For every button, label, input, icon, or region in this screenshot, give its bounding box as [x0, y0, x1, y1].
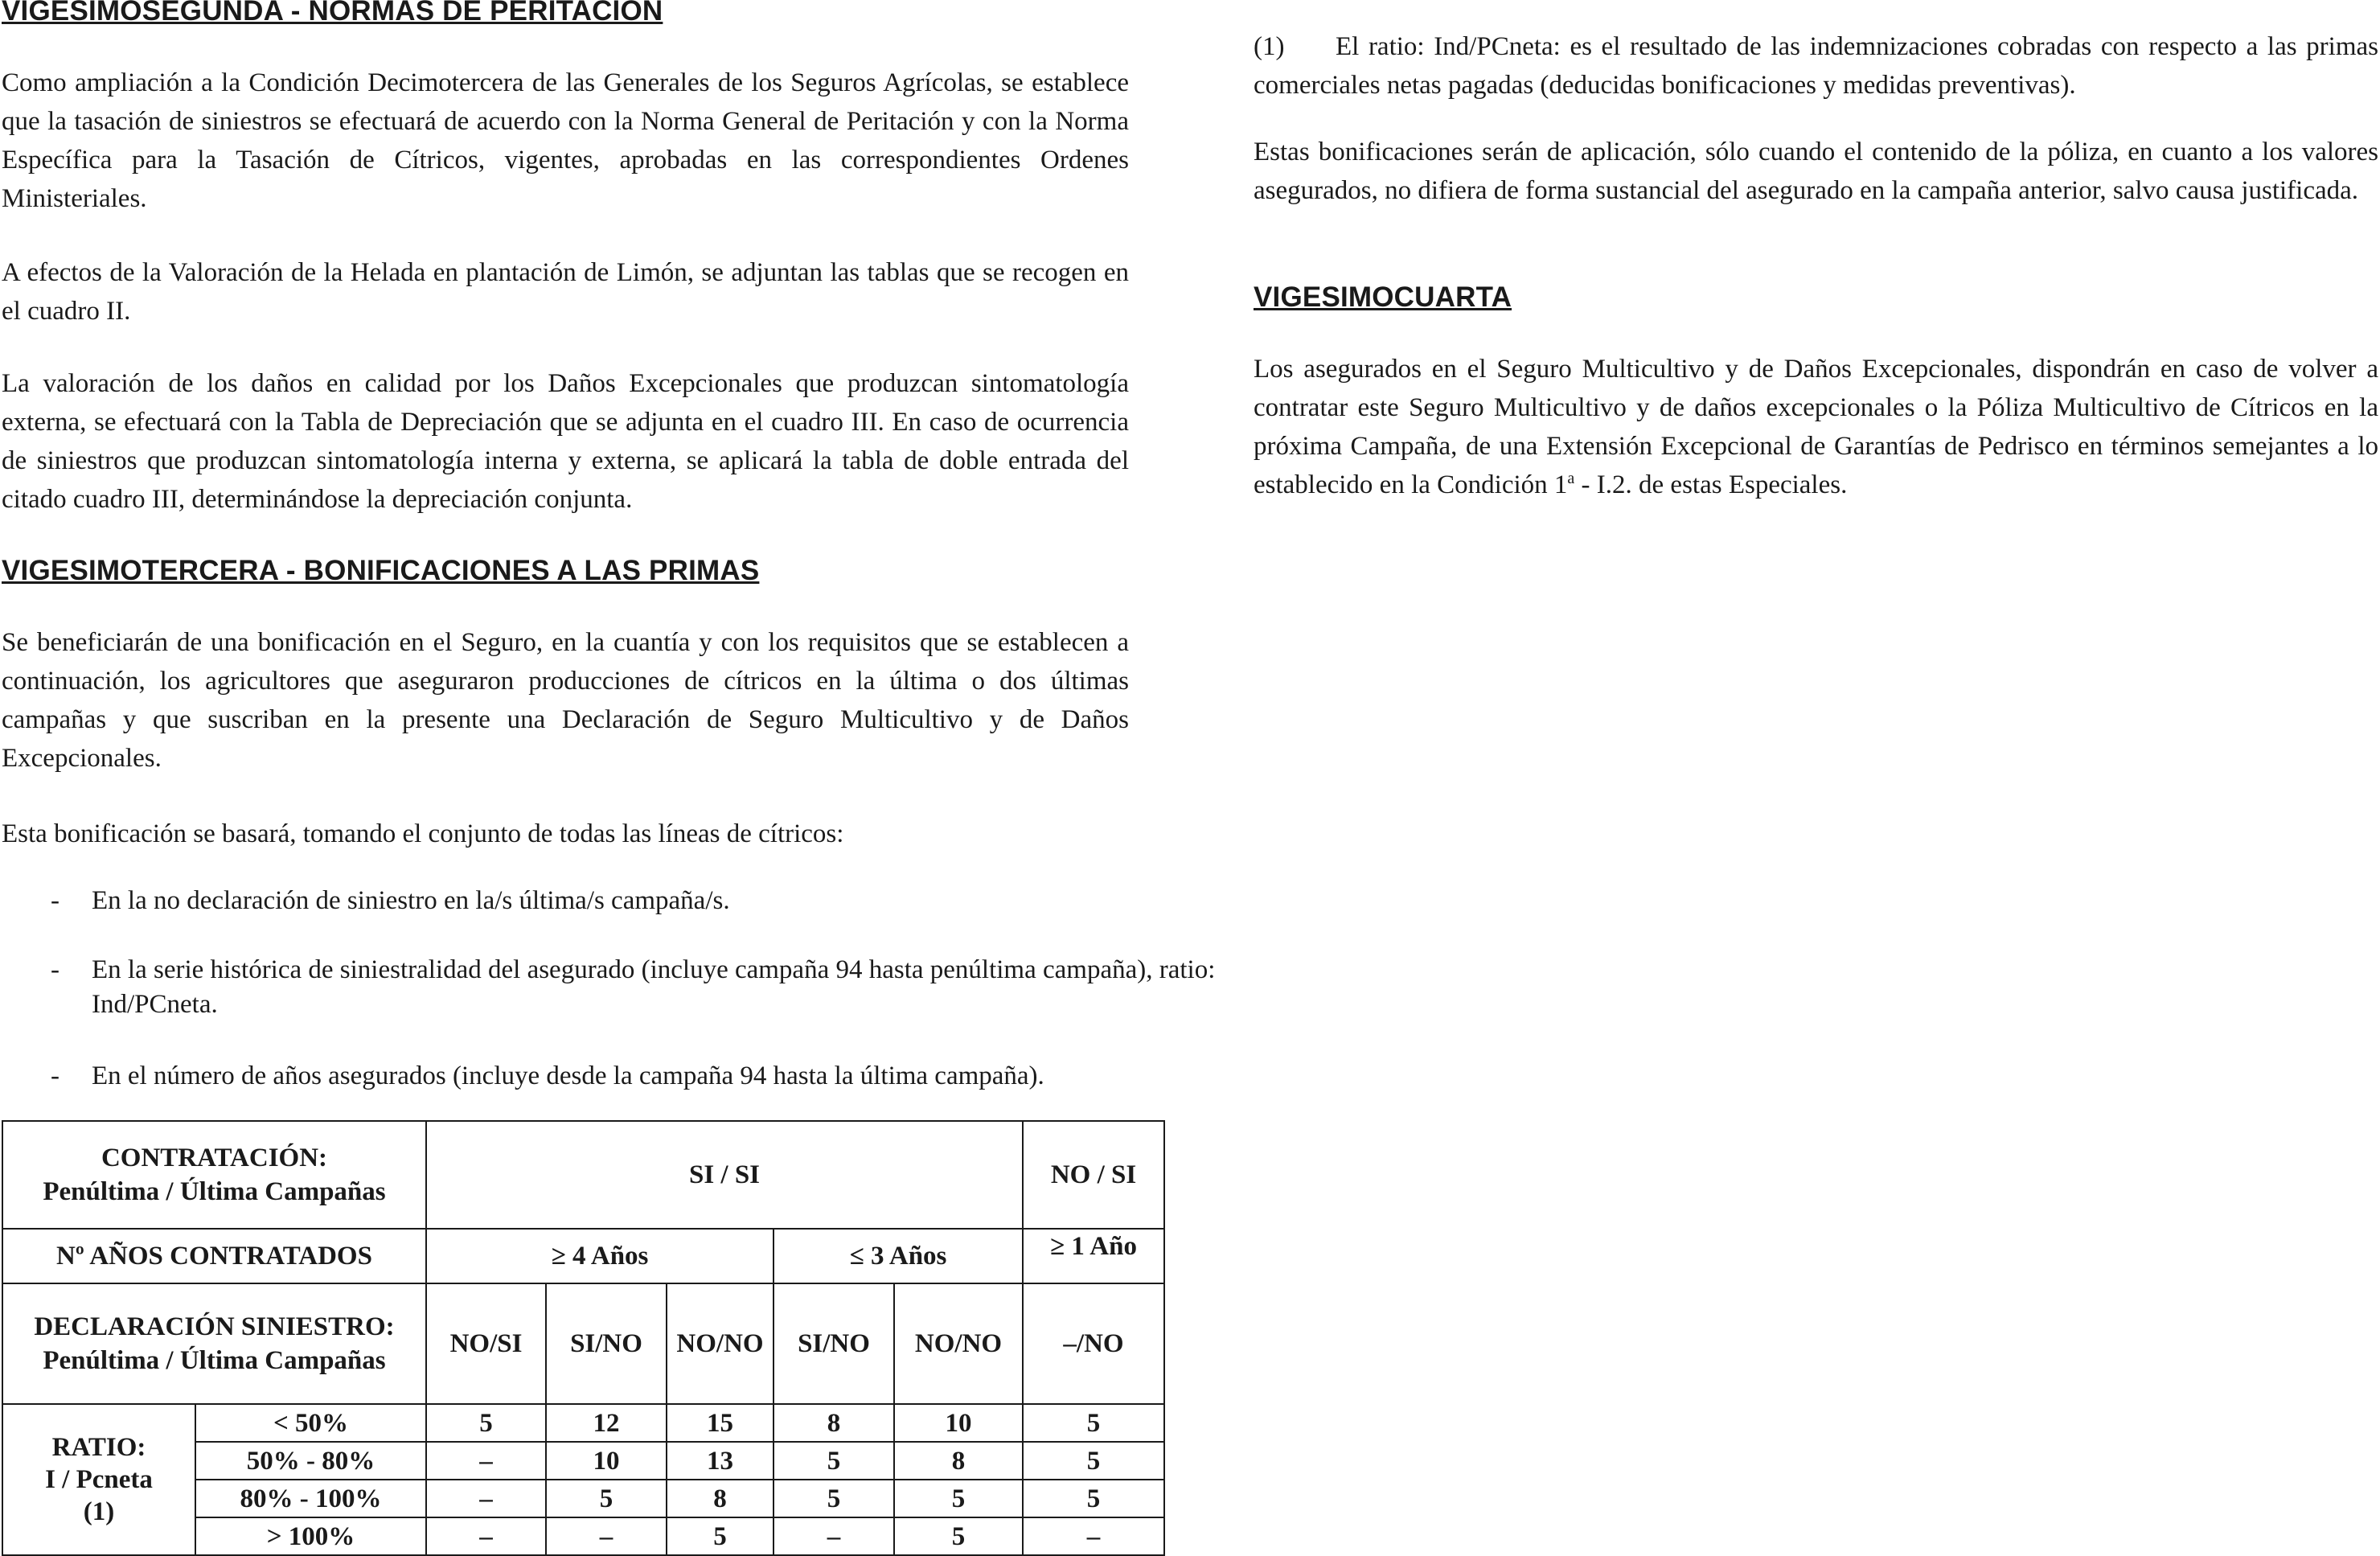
list-item: [2, 953, 1219, 1022]
ratio-label-note: (1): [83, 1497, 115, 1526]
table-cell: 5: [774, 1480, 894, 1517]
table-cell: –/NO: [1023, 1283, 1164, 1404]
table-cell: 5: [667, 1517, 774, 1555]
table-cell: 8: [894, 1442, 1023, 1480]
paragraph-valoracion-danos: La valoración de los daños en calidad por los Daños Excepcionales que produzcan sintomatología externa, se efectuará con la Tabla de Depreciación que se adjunta en el cuadro III. En caso de ocurrencia de siniestros que produzcan sintomatología interna y externa, se aplicará la tabla de doble entrada del citado cuadro III, determinándose la depreciación conjunta.: [2, 369, 1129, 514]
table-cell: 13: [667, 1442, 774, 1480]
table-cell: 12: [546, 1404, 667, 1442]
list-item: [2, 1059, 1219, 1094]
paragraph-text-end: - I.2. de estas Especiales.: [1574, 470, 1848, 499]
bullet-dash: -: [51, 886, 60, 915]
table-cell: –: [546, 1517, 667, 1555]
table-row: [2, 1229, 1164, 1283]
ratio-range-cell: < 50%: [195, 1404, 426, 1442]
table-cell: 5: [894, 1517, 1023, 1555]
bullet-dash: -: [51, 1061, 60, 1090]
table-cell: NO/NO: [894, 1283, 1023, 1404]
table-cell: –: [774, 1517, 894, 1555]
paragraph-text: Los asegurados en el Seguro Multicultivo y de Daños Excepcionales, dispondrán en caso de volver a contratar este Seguro Multicultivo y de daños excepcionales o la Póliza Multicultivo de Cítricos en la próxima Campaña, de una Extensión Excepcional de Garantías de Pedrisco en términos semejantes a lo establecido en la Condición 1: [1254, 355, 2378, 499]
table-cell: 5: [1023, 1480, 1164, 1517]
ratio-range-cell: > 100%: [195, 1517, 426, 1555]
paragraph-bonificacion-base: Esta bonificación se basará, tomando el conjunto de todas las líneas de cítricos:: [2, 819, 844, 848]
paragraph-peritacion: Como ampliación a la Condición Decimotercera de las Generales de los Seguros Agrícolas, se establece que la tasación de siniestros se efectuará de acuerdo con la Norma General de Peritación y con la Norma Específica para la Tasación de Cítricos, vigentes, aprobadas en las correspondientes Ordenes Ministeriales.: [2, 68, 1129, 213]
list-item-text: En el número de años asegurados (incluye desde la campaña 94 hasta la última campaña).: [92, 1061, 1044, 1090]
list-item-text: En la serie histórica de siniestralidad del asegurado (incluye campaña 94 hasta penúltima campaña), ratio: Ind/PCneta.: [92, 955, 1216, 1019]
ge1-cell: ≥ 1 Año: [1023, 1229, 1164, 1283]
ge4-cell: ≥ 4 Años: [426, 1229, 774, 1283]
si-si-cell: SI / SI: [426, 1121, 1023, 1229]
table-row: [2, 1404, 1164, 1442]
paragraph-extension-garantias: [1254, 350, 2378, 504]
table-cell: 10: [894, 1404, 1023, 1442]
ratio-range-cell: 50% - 80%: [195, 1442, 426, 1480]
le3-cell: ≤ 3 Años: [774, 1229, 1023, 1283]
table-cell: 8: [774, 1404, 894, 1442]
list-item: [2, 884, 1219, 918]
bullet-dash: -: [51, 955, 60, 984]
no-si-cell: NO / SI: [1023, 1121, 1164, 1229]
ratio-label: RATIO:: [51, 1433, 146, 1462]
table-cell: –: [426, 1517, 546, 1555]
declaracion-header-cell: [2, 1283, 426, 1404]
ratio-range-cell: 80% - 100%: [195, 1480, 426, 1517]
declaracion-sub: Penúltima / Última Campañas: [43, 1346, 386, 1375]
table-row: [2, 1121, 1164, 1229]
paragraph-bonificacion-aplicacion: Estas bonificaciones serán de aplicación, sólo cuando el contenido de la póliza, en cuanto a los valores asegurados, no difiera de forma sustancial del asegurado en la campaña anterior, salvo causa justificada.: [1254, 138, 2378, 205]
table-cell: NO/NO: [667, 1283, 774, 1404]
table-cell: 15: [667, 1404, 774, 1442]
table-cell: 5: [546, 1480, 667, 1517]
table-cell: –: [1023, 1517, 1164, 1555]
section-heading-vigesimocuarta: VIGESIMOCUARTA: [1254, 281, 1512, 313]
table-cell: –: [426, 1442, 546, 1480]
paragraph-bonificacion-intro: Se beneficiarán de una bonificación en el Seguro, en la cuantía y con los requisitos que se establecen a continuación, los agricultores que aseguraron producciones de cítricos en la última o dos últimas campañas y que suscriban en la presente una Declaración de Seguro Multicultivo y de Daños Excepcionales.: [2, 628, 1129, 773]
table-row: [2, 1283, 1164, 1404]
declaracion-label: DECLARACIÓN SINIESTRO:: [34, 1312, 395, 1341]
table-cell: SI/NO: [546, 1283, 667, 1404]
section-heading-vigesimosegunda: VIGESIMOSEGUNDA - NORMAS DE PERITACION: [2, 0, 663, 27]
table-cell: 5: [1023, 1442, 1164, 1480]
table-cell: NO/SI: [426, 1283, 546, 1404]
footnote-ratio: [1254, 27, 2378, 105]
contratacion-header-cell: [2, 1121, 426, 1229]
contratacion-label: CONTRATACIÓN:: [101, 1143, 328, 1172]
table-cell: SI/NO: [774, 1283, 894, 1404]
contratacion-sub: Penúltima / Última Campañas: [43, 1177, 386, 1206]
anos-header-cell: Nº AÑOS CONTRATADOS: [2, 1229, 426, 1283]
list-item-text: En la no declaración de siniestro en la/s última/s campaña/s.: [92, 886, 730, 915]
table-cell: 5: [774, 1442, 894, 1480]
table-cell: –: [426, 1480, 546, 1517]
table-cell: 8: [667, 1480, 774, 1517]
table-cell: 5: [426, 1404, 546, 1442]
footnote-text: El ratio: Ind/PCneta: es el resultado de las indemnizaciones cobradas con respecto a las primas comerciales netas pagadas (deducidas bonificaciones y medidas preventivas).: [1254, 32, 2378, 100]
footnote-number: (1): [1254, 32, 1285, 61]
ratio-header-cell: [2, 1404, 195, 1555]
table-cell: 10: [546, 1442, 667, 1480]
ratio-label-formula: I / Pcneta: [45, 1465, 153, 1494]
table-cell: 5: [1023, 1404, 1164, 1442]
superscript-a: a: [1567, 470, 1575, 487]
table-cell: 5: [894, 1480, 1023, 1517]
section-heading-vigesimotercera: VIGESIMOTERCERA - BONIFICACIONES A LAS PRIMAS: [2, 555, 760, 586]
bonificaciones-table: [2, 1120, 1165, 1556]
paragraph-helada-limon: A efectos de la Valoración de la Helada en plantación de Limón, se adjuntan las tablas que se recogen en el cuadro II.: [2, 258, 1129, 326]
